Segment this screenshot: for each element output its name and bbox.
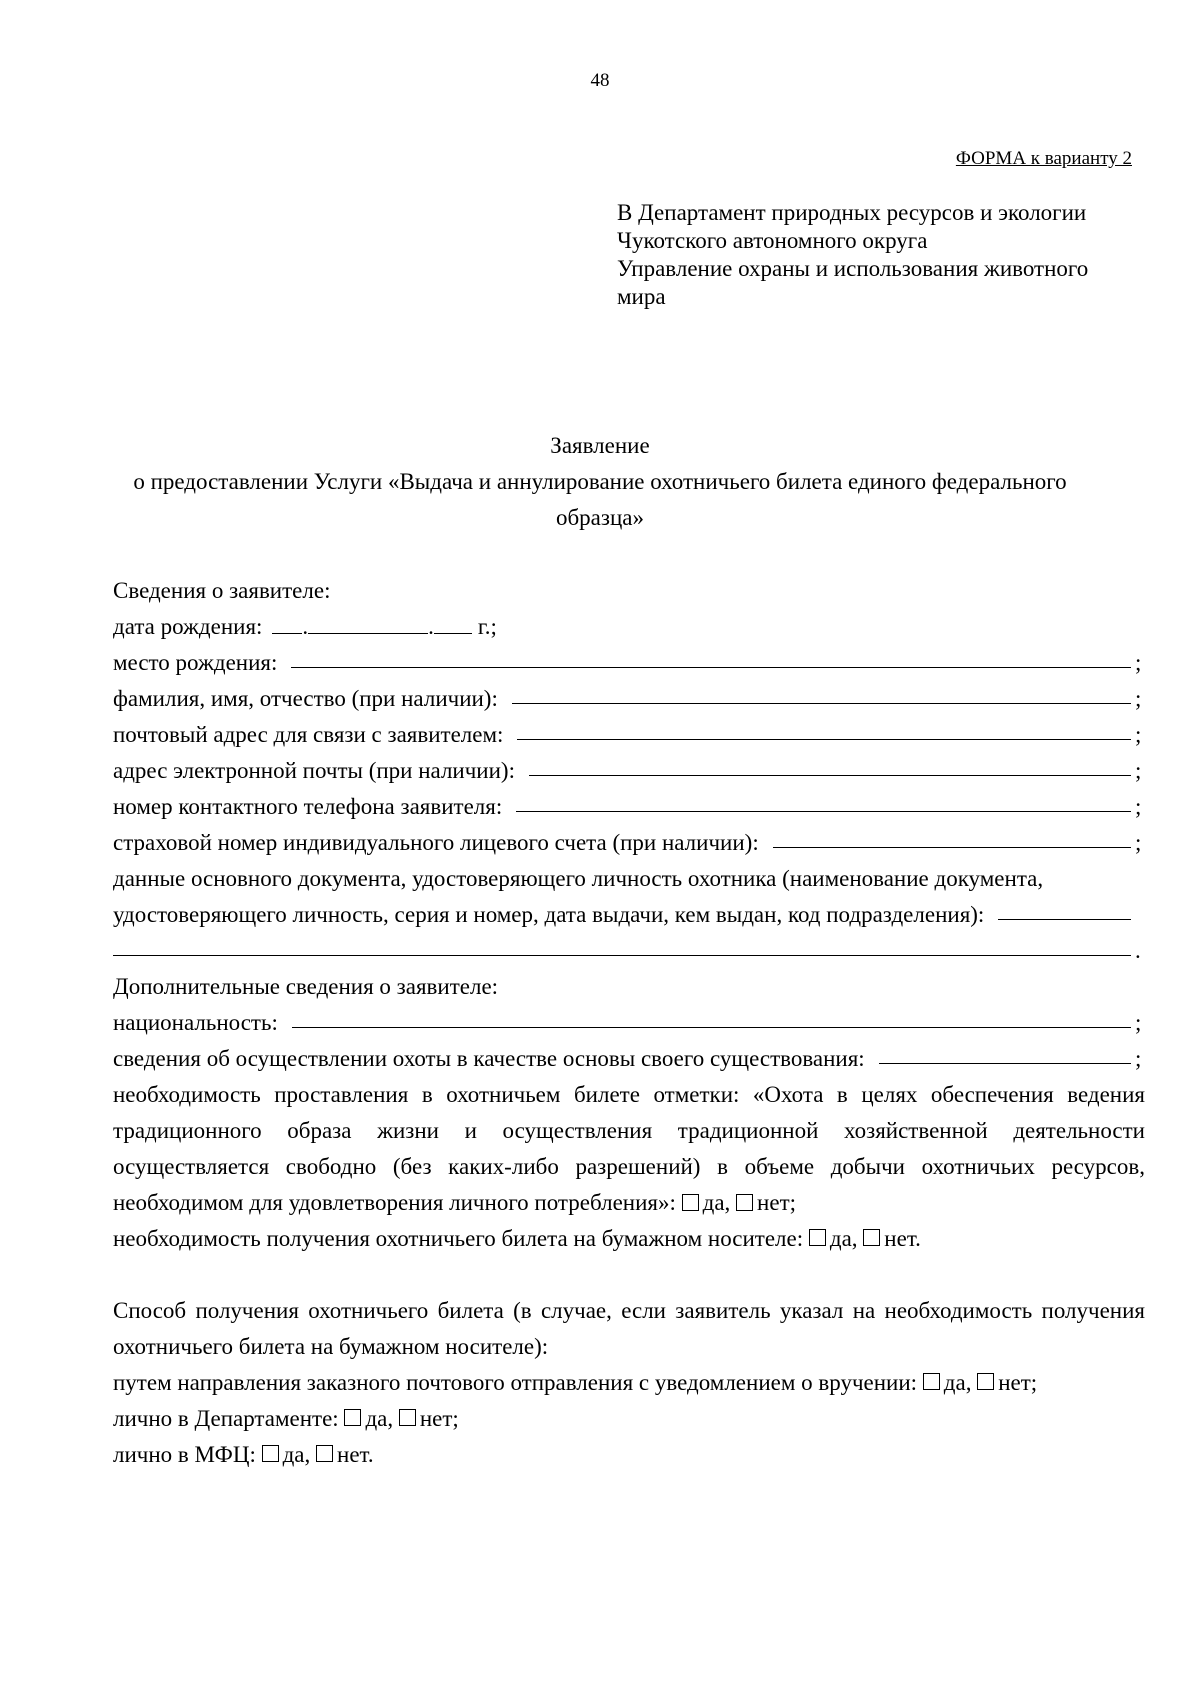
birth-date-row: дата рождения: . . г.; xyxy=(113,609,1145,645)
page-number: 48 xyxy=(590,70,610,91)
id-document-field[interactable] xyxy=(998,897,1131,920)
addressee-line: Чукотского автономного округа xyxy=(617,228,928,253)
birth-place-label: место рождения: xyxy=(113,650,278,675)
nationality-label: национальность: xyxy=(113,1010,278,1035)
paper-ticket-row: необходимость получения охотничьего билета на бумажном носителе: да, нет. xyxy=(113,1221,1145,1257)
birth-place-field[interactable] xyxy=(291,645,1131,668)
traditional-mark-no-checkbox[interactable] xyxy=(736,1194,753,1211)
delivery-intro: Способ получения охотничьего билета (в случае, если заявитель указал на необходимость получения охотничьего билета на бумажном носителе): xyxy=(113,1298,1145,1359)
traditional-mark-text: необходимость проставления в охотничьем билете отметки: «Охота в целях обеспечения ведения традиционного образа жизни и осуществления традиционной хозяйственной деятельности осуществляется свободно (без каких-либо разрешений) в объеме добычи охотничьих ресурсов, необходимом для удовлетворения личного потребления»: xyxy=(113,1082,1145,1215)
id-document-field-continued[interactable] xyxy=(113,933,1131,956)
addressee-line: мира xyxy=(617,284,666,309)
in-department-yes-checkbox[interactable] xyxy=(344,1409,361,1426)
addressee-line: Управление охраны и использования животного xyxy=(617,256,1089,281)
title-line-1: Заявление xyxy=(550,433,650,458)
phone-field[interactable] xyxy=(516,789,1131,812)
additional-heading: Дополнительные сведения о заявителе: xyxy=(113,974,499,999)
addressee-block xyxy=(617,199,1088,311)
snils-field[interactable] xyxy=(773,825,1131,848)
id-document-row-1 xyxy=(113,861,1145,897)
email-label: адрес электронной почты (при наличии): xyxy=(113,758,515,783)
snils-label: страховой номер индивидуального лицевого счета (при наличии): xyxy=(113,830,759,855)
phone-row: номер контактного телефона заявителя: ; xyxy=(113,789,1145,825)
traditional-mark-yes-checkbox[interactable] xyxy=(682,1194,699,1211)
in-mfc-yes-checkbox[interactable] xyxy=(262,1445,279,1462)
in-department-label: лично в Департаменте: xyxy=(113,1406,339,1431)
in-mfc-label: лично в МФЦ: xyxy=(113,1442,256,1467)
applicant-heading: Сведения о заявителе: xyxy=(113,578,331,603)
paper-ticket-yes-checkbox[interactable] xyxy=(809,1229,826,1246)
hunting-basis-label: сведения об осуществлении охоты в качестве основы своего существования: xyxy=(113,1046,865,1071)
hunting-basis-field[interactable] xyxy=(879,1041,1131,1064)
in-mfc-row: лично в МФЦ: да, нет. xyxy=(113,1437,1145,1473)
postal-address-row: почтовый адрес для связи с заявителем: ; xyxy=(113,717,1145,753)
form-reference: ФОРМА к варианту 2 xyxy=(955,148,1132,169)
form-content xyxy=(113,573,1145,1473)
postal-address-label: почтовый адрес для связи с заявителем: xyxy=(113,722,504,747)
full-name-row: фамилия, имя, отчество (при наличии): ; xyxy=(113,681,1145,717)
by-mail-row: путем направления заказного почтового отправления с уведомлением о вручении: да, нет; xyxy=(113,1365,1145,1401)
by-mail-no-checkbox[interactable] xyxy=(977,1373,994,1390)
traditional-mark-paragraph: необходимость проставления в охотничьем билете отметки: «Охота в целях обеспечения ведения традиционного образа жизни и осуществления традиционной хозяйственной деятельности осуществляется свободно (без каких-либо разрешений) в объеме добычи охотничьих ресурсов, необходимом для удовлетворения личного потребления»: да, нет; xyxy=(113,1082,1145,1215)
by-mail-label: путем направления заказного почтового отправления с уведомлением о вручении: xyxy=(113,1370,918,1395)
id-document-label-2: удостоверяющего личность, серия и номер, дата выдачи, кем выдан, код подразделения): xyxy=(113,902,985,927)
title-line-2: о предоставлении Услуги «Выдача и аннулирование охотничьего билета единого федерального xyxy=(133,469,1067,494)
paper-ticket-label: необходимость получения охотничьего билета на бумажном носителе: xyxy=(113,1226,804,1251)
birth-month-field[interactable] xyxy=(308,611,428,634)
birth-place-row: место рождения: ; xyxy=(113,645,1145,681)
in-department-no-checkbox[interactable] xyxy=(399,1409,416,1426)
id-document-row-3: . xyxy=(113,933,1145,969)
id-document-row-2 xyxy=(113,897,1145,933)
nationality-row: национальность: ; xyxy=(113,1005,1145,1041)
birth-day-field[interactable] xyxy=(272,611,302,634)
full-name-field[interactable] xyxy=(512,681,1131,704)
phone-label: номер контактного телефона заявителя: xyxy=(113,794,503,819)
snils-row: страховой номер индивидуального лицевого счета (при наличии): ; xyxy=(113,825,1145,861)
document-title xyxy=(0,428,1200,536)
in-mfc-no-checkbox[interactable] xyxy=(316,1445,333,1462)
paper-ticket-no-checkbox[interactable] xyxy=(863,1229,880,1246)
postal-address-field[interactable] xyxy=(517,717,1131,740)
email-field[interactable] xyxy=(529,753,1131,776)
full-name-label: фамилия, имя, отчество (при наличии): xyxy=(113,686,498,711)
hunting-basis-row: сведения об осуществлении охоты в качестве основы своего существования: ; xyxy=(113,1041,1145,1077)
id-document-label-1: данные основного документа, удостоверяющего личность охотника (наименование документа, xyxy=(113,866,1044,891)
email-row: адрес электронной почты (при наличии): ; xyxy=(113,753,1145,789)
nationality-field[interactable] xyxy=(292,1005,1131,1028)
birth-date-label: дата рождения: xyxy=(113,614,263,639)
by-mail-yes-checkbox[interactable] xyxy=(923,1373,940,1390)
addressee-line: В Департамент природных ресурсов и экологии xyxy=(617,200,1087,225)
in-department-row: лично в Департаменте: да, нет; xyxy=(113,1401,1145,1437)
birth-year-field[interactable] xyxy=(434,611,472,634)
title-line-3: образца» xyxy=(555,505,644,530)
